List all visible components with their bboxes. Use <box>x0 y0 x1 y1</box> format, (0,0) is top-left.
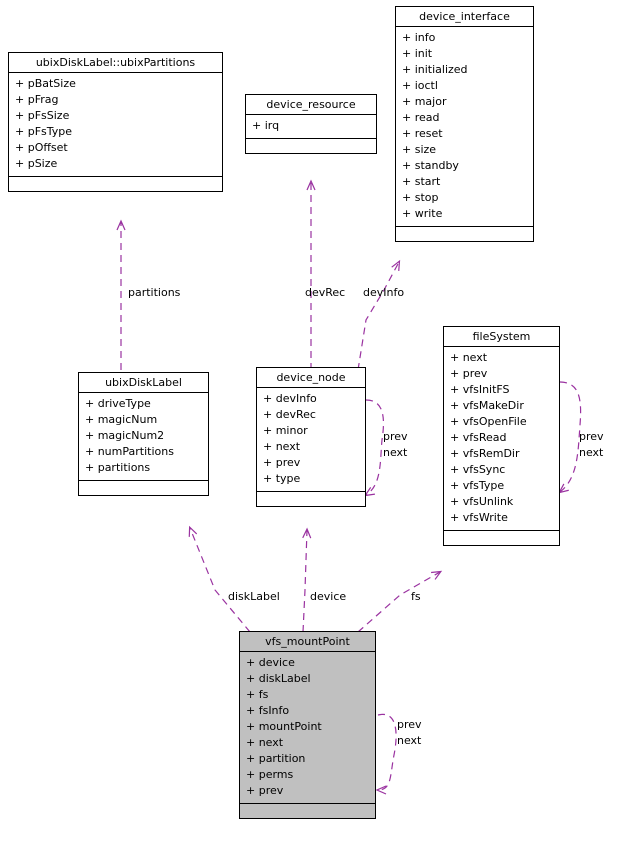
uml-attribute: + prev <box>263 456 301 469</box>
uml-attribute: + driveType <box>85 397 151 410</box>
uml-attribute: + initialized <box>402 63 468 76</box>
uml-attribute: + numPartitions <box>85 445 174 458</box>
uml-attribute: + magicNum <box>85 413 158 426</box>
uml-attribute: + major <box>402 95 447 108</box>
edge-label-partitions: partitions <box>128 286 181 299</box>
uml-attribute: + vfsSync <box>450 463 506 476</box>
uml-class-operations <box>246 139 376 153</box>
uml-class-operations <box>240 804 375 818</box>
uml-attribute: + vfsMakeDir <box>450 399 524 412</box>
edge-label-devinfo: devInfo <box>363 286 405 299</box>
uml-class-attributes <box>9 73 222 177</box>
edge-label-devrec: devRec <box>305 286 346 299</box>
edge-label-device-node-prev: prev <box>383 430 408 443</box>
uml-class-title: vfs_mountPoint <box>240 632 375 652</box>
uml-attribute: + vfsOpenFile <box>450 415 527 428</box>
uml-class-attributes <box>79 393 208 481</box>
uml-attribute: + type <box>263 472 301 485</box>
uml-attribute: + vfsRemDir <box>450 447 520 460</box>
edge-label-device: device <box>310 590 347 603</box>
uml-class-attributes <box>246 115 376 139</box>
uml-attribute: + vfsInitFS <box>450 383 510 396</box>
uml-attribute: + pOffset <box>15 141 68 154</box>
uml-attribute: + vfsWrite <box>450 511 508 524</box>
uml-attribute: + vfsType <box>450 479 505 492</box>
uml-attribute: + info <box>402 31 436 44</box>
edge-label-filesystem-prev: prev <box>579 430 604 443</box>
uml-class-title: device_interface <box>396 7 533 27</box>
uml-attribute: + size <box>402 143 437 156</box>
edge-label-mountpoint-prev: prev <box>397 718 422 731</box>
uml-attribute: + next <box>450 351 488 364</box>
uml-attribute: + vfsRead <box>450 431 507 444</box>
uml-attribute: + fsInfo <box>246 704 290 717</box>
uml-class-title: ubixDiskLabel <box>79 373 208 393</box>
uml-attribute: + diskLabel <box>246 672 311 685</box>
uml-attribute: + fs <box>246 688 269 701</box>
edge-label-fs: fs <box>411 590 421 603</box>
uml-class-device-interface[interactable] <box>395 6 534 242</box>
edge-label-disklabel: diskLabel <box>228 590 280 603</box>
uml-attribute: + devInfo <box>263 392 317 405</box>
uml-attribute: + vfsUnlink <box>450 495 514 508</box>
uml-attribute: + partitions <box>85 461 151 474</box>
uml-attribute: + write <box>402 207 443 220</box>
uml-class-attributes <box>396 27 533 227</box>
uml-attribute: + reset <box>402 127 443 140</box>
uml-class-operations <box>444 531 559 545</box>
uml-class-operations <box>396 227 533 241</box>
uml-attribute: + magicNum2 <box>85 429 165 442</box>
uml-attribute: + prev <box>450 367 488 380</box>
uml-attribute: + prev <box>246 784 284 797</box>
uml-attribute: + read <box>402 111 440 124</box>
uml-class-vfs-mountpoint[interactable] <box>239 631 376 819</box>
uml-class-operations <box>79 481 208 495</box>
uml-attribute: + stop <box>402 191 439 204</box>
uml-class-attributes <box>444 347 559 531</box>
uml-class-title: fileSystem <box>444 327 559 347</box>
uml-class-attributes <box>240 652 375 804</box>
uml-class-title: device_resource <box>246 95 376 115</box>
uml-class-title: ubixDiskLabel::ubixPartitions <box>9 53 222 73</box>
uml-attribute: + pFsType <box>15 125 73 138</box>
uml-attribute: + devRec <box>263 408 316 421</box>
uml-attribute: + start <box>402 175 441 188</box>
uml-class-attributes <box>257 388 365 492</box>
uml-class-device-resource[interactable] <box>245 94 377 154</box>
uml-attribute: + init <box>402 47 433 60</box>
edge-label-mountpoint-next: next <box>397 734 422 747</box>
edge-label-device-node-next: next <box>383 446 408 459</box>
uml-attribute: + irq <box>252 119 280 132</box>
uml-attribute: + next <box>246 736 284 749</box>
uml-class-device-node[interactable] <box>256 367 366 507</box>
uml-attribute: + ioctl <box>402 79 438 92</box>
uml-class-operations <box>9 177 222 191</box>
uml-class-title: device_node <box>257 368 365 388</box>
uml-attribute: + minor <box>263 424 308 437</box>
uml-attribute: + next <box>263 440 301 453</box>
uml-attribute: + partition <box>246 752 306 765</box>
uml-class-ubixdisklabel[interactable] <box>78 372 209 496</box>
edge-label-filesystem-next: next <box>579 446 604 459</box>
uml-attribute: + pSize <box>15 157 58 170</box>
uml-attribute: + pFsSize <box>15 109 70 122</box>
uml-attribute: + standby <box>402 159 459 172</box>
uml-attribute: + perms <box>246 768 294 781</box>
uml-class-operations <box>257 492 365 506</box>
uml-attribute: + mountPoint <box>246 720 322 733</box>
uml-attribute: + pBatSize <box>15 77 76 90</box>
uml-attribute: + device <box>246 656 295 669</box>
uml-attribute: + pFrag <box>15 93 59 106</box>
uml-class-ubixpartitions[interactable] <box>8 52 223 192</box>
uml-class-filesystem[interactable] <box>443 326 560 546</box>
